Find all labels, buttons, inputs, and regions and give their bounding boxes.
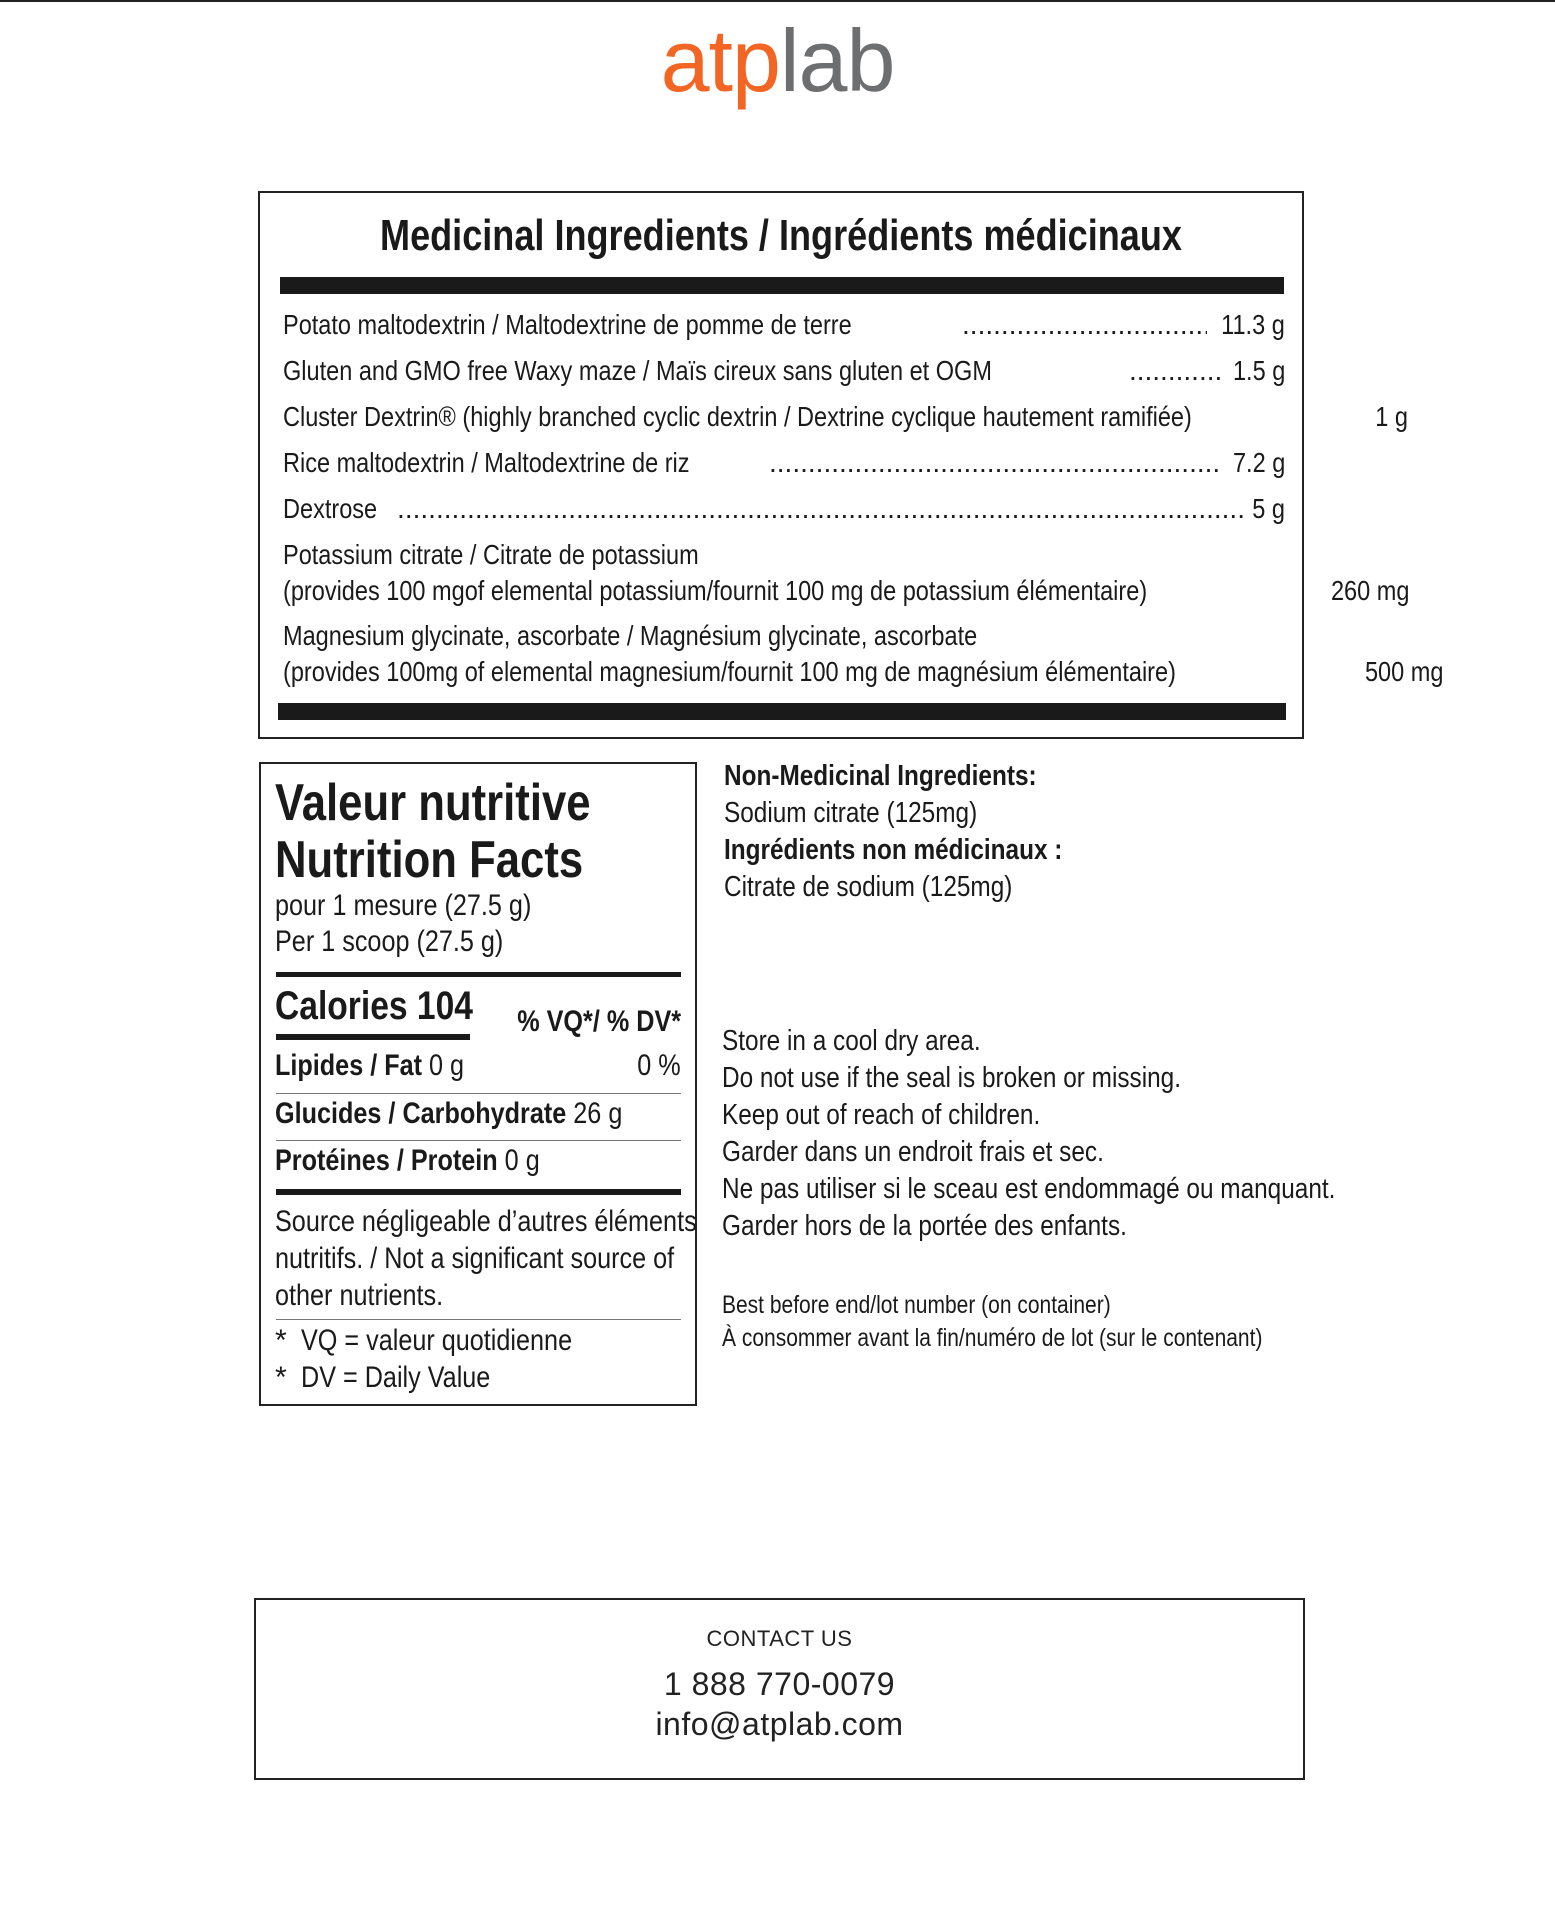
calories-label: Calories 104 bbox=[275, 984, 473, 1028]
rule-thick bbox=[276, 972, 681, 977]
contact-phone[interactable]: 1 888 770-0079 bbox=[663, 1666, 896, 1702]
nutrition-facts-panel: Valeur nutritive Nutrition Facts pour 1 mesure (27.5 g) Per 1 scoop (27.5 g) Calories 104 % VQ*/ % DV* Lipides / Fat 0 g 0 % Glucides / Carbohydrate 26 g Protéines / Protein 0 g Source négligeable d’autres éléments nutritifs. / Not a significant source of other nutrients. * VQ = valeur quotidienne * DV = Daily Value bbox=[259, 762, 697, 1406]
ingredient-row: Cluster Dextrin® (highly branched cyclic dextrin / Dextrine cyclique hautement ramifiée) 1 g bbox=[283, 401, 1408, 432]
best-before-line: À consommer avant la fin/numéro de lot (sur le contenant) bbox=[722, 1324, 1263, 1352]
nutrition-title-fr: Valeur nutritive bbox=[275, 774, 591, 832]
rule-thin bbox=[276, 1093, 681, 1094]
ingredient-row: (provides 100mg of elemental magnesium/fournit 100 mg de magnésium élémentaire) 500 mg bbox=[283, 656, 1444, 687]
non-medicinal-heading-fr: Ingrédients non médicinaux : bbox=[724, 834, 1063, 866]
footnote-dv: * DV = Daily Value bbox=[275, 1361, 491, 1394]
ingredient-row: (provides 100 mgof elemental potassium/fournit 100 mg de potassium élémentaire) 260 mg bbox=[283, 575, 1410, 606]
non-medicinal-heading-en: Non-Medicinal Ingredients: bbox=[724, 760, 1037, 792]
contact-heading: CONTACT US bbox=[706, 1626, 853, 1651]
calories-underline bbox=[276, 1034, 470, 1040]
storage-line: Store in a cool dry area. bbox=[722, 1025, 981, 1057]
rule-thin bbox=[276, 1319, 681, 1320]
non-medicinal-value-fr: Citrate de sodium (125mg) bbox=[724, 871, 1013, 903]
ingredient-row-line1: Magnesium glycinate, ascorbate / Magnésium glycinate, ascorbate bbox=[283, 620, 978, 651]
ingredient-row: Rice maltodextrin / Maltodextrine de riz ..... 7.2 g bbox=[283, 446, 1285, 480]
contact-email[interactable]: info@atplab.com bbox=[655, 1706, 904, 1742]
non-medicinal-value-en: Sodium citrate (125mg) bbox=[724, 797, 978, 829]
storage-line: Garder dans un endroit frais et sec. bbox=[722, 1136, 1104, 1168]
storage-line: Do not use if the seal is broken or missing. bbox=[722, 1062, 1182, 1094]
best-before-line: Best before end/lot number (on container) bbox=[722, 1291, 1111, 1319]
footnote-vq: * VQ = valeur quotidienne bbox=[275, 1324, 573, 1357]
divider-bar-bottom bbox=[278, 703, 1286, 720]
note-line: Source négligeable d’autres éléments bbox=[275, 1205, 697, 1238]
rule-thin bbox=[276, 1140, 681, 1141]
nutrition-title-en: Nutrition Facts bbox=[275, 831, 584, 889]
storage-line: Keep out of reach of children. bbox=[722, 1099, 1041, 1131]
logo-part-lab: lab bbox=[779, 11, 895, 110]
dv-header: % VQ*/ % DV* bbox=[517, 1005, 681, 1038]
serving-size-en: Per 1 scoop (27.5 g) bbox=[275, 925, 504, 958]
contact-panel bbox=[254, 1598, 1305, 1780]
note-line: other nutrients. bbox=[275, 1279, 444, 1312]
brand-logo bbox=[0, 6, 1555, 116]
storage-line: Ne pas utiliser si le sceau est endommagé ou manquant. bbox=[722, 1173, 1336, 1205]
medicinal-ingredients-panel bbox=[258, 191, 1444, 739]
serving-size-fr: pour 1 mesure (27.5 g) bbox=[275, 889, 532, 922]
ingredient-row: Potato maltodextrin / Maltodextrine de pomme de terre ..... 11.3 g bbox=[283, 308, 1285, 342]
storage-line: Garder hors de la portée des enfants. bbox=[722, 1210, 1127, 1242]
rule-thick-bottom bbox=[276, 1189, 681, 1195]
note-line: nutritifs. / Not a significant source of bbox=[275, 1242, 675, 1275]
ingredient-row: Gluten and GMO free Waxy maze / Maïs cireux sans gluten et OGM ..... 1.5 g bbox=[283, 354, 1285, 388]
logo-part-atp: atp bbox=[660, 11, 780, 110]
divider-bar-top bbox=[280, 277, 1284, 294]
medicinal-title: Medicinal Ingredients / Ingrédients médicinaux bbox=[380, 211, 1182, 260]
top-border bbox=[0, 0, 1555, 2]
ingredient-row-line1: Potassium citrate / Citrate de potassium bbox=[283, 539, 699, 570]
ingredient-row: Dextrose ..... 5 g bbox=[283, 492, 1285, 526]
